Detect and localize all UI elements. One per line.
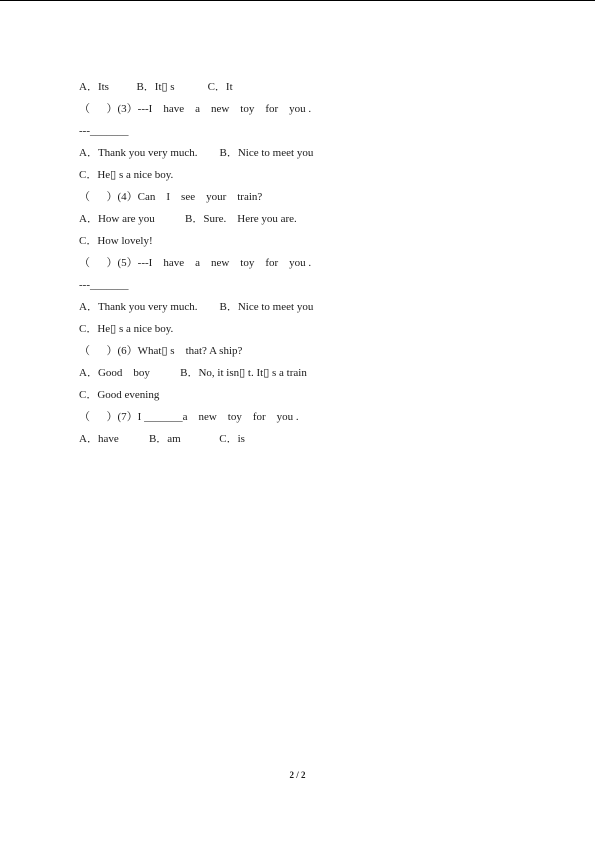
question-7-line: （ ）(7）I _______a new toy for you . xyxy=(79,411,299,423)
question-5-line: （ ）(5）---I have a new toy for you . xyxy=(79,257,312,269)
question-4-options-ab: A．How are you B．Sure. Here you are. xyxy=(79,213,297,225)
worksheet-content xyxy=(79,78,549,452)
top-rule xyxy=(0,0,595,1)
question-7-options: A．have B．am C．is xyxy=(79,433,245,445)
response-blank-line: ---_______ xyxy=(79,279,129,291)
question-6-line: （ ）(6）What▯ s that? A ship? xyxy=(79,345,243,357)
question-4-line: （ ）(4）Can I see your train? xyxy=(79,191,263,203)
question-5-option-c: C．He▯ s a nice boy. xyxy=(79,323,174,335)
question-6-options-ab: A．Good boy B．No, it isn▯ t. It▯ s a train xyxy=(79,367,307,379)
question-3-options-ab: A．Thank you very much. B．Nice to meet you xyxy=(79,147,314,159)
question-3-line: （ ）(3）---I have a new toy for you . xyxy=(79,103,312,115)
question-4-option-c: C．How lovely! xyxy=(79,235,153,247)
question-6-option-c: C．Good evening xyxy=(79,389,160,401)
answer-options-line: A．Its B．It▯ s C．It xyxy=(79,81,233,93)
page-number: 2 / 2 xyxy=(289,770,306,780)
question-5-options-ab: A．Thank you very much. B．Nice to meet you xyxy=(79,301,314,313)
response-blank-line: ---_______ xyxy=(79,125,129,137)
question-3-option-c: C．He▯ s a nice boy. xyxy=(79,169,174,181)
